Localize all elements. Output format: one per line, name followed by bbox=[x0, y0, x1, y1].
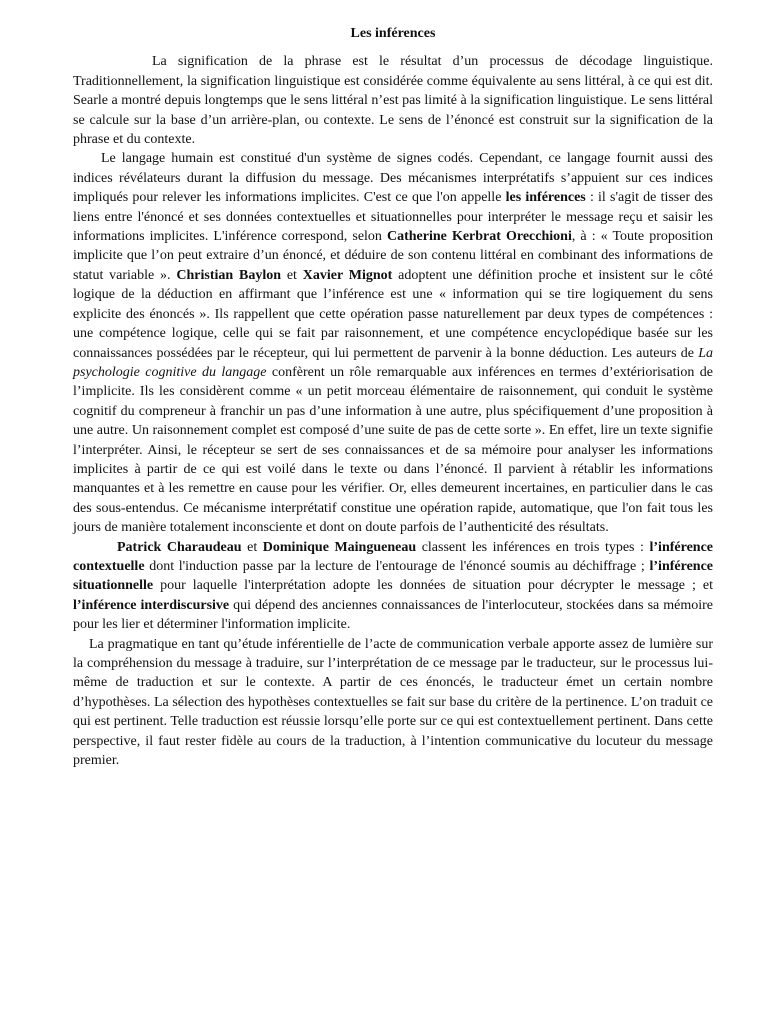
paragraph-3 bbox=[73, 538, 713, 635]
term-les-inferences: les inférences bbox=[505, 190, 586, 206]
paragraph-3-text-2: classent les inférences en trois types : bbox=[416, 539, 650, 555]
author-baylon: Christian Baylon bbox=[176, 267, 282, 283]
paragraph-2-text-6: confèrent un rôle remarquable aux inférences en termes d’extériorisation de l’implicite. Ils les considèrent comme « un petit morceau élémentaire de raisonnement, qui conduit le système cognitif du compreneur à franchir un pas d’une information à une autre, plus spécifiquement d’une proposition à une autre. Un raisonnement complet est composé d’une suite de pas de cette sorte ». En effet, lire un texte signifie l’interpréter. Ainsi, le récepteur se sert de ses connaissances et de sa mémoire pour analyser les informations implicites à partir de ce qui est voilé dans le texte ou dans l’énoncé. Il parvient à rétablir les informations manquantes et à les remettre en cause pour les vérifier. Or, elles demeurent incertaines, en particulier dans le cas des sous-entendus. Ce mécanisme interprétatif constitue une opération rapide, automatique, que l'on fait tous les jours de manière totalement inconsciente et dont on doute parfois de l’authenticité des résultats. bbox=[73, 364, 713, 536]
paragraph-2-text-5: adoptent une définition proche et insistent sur le côté logique de la déduction en affirmant que l’inférence est une « information qui se tire logiquement du sens explicite des énoncés ». Ils rappellent que cette opération passe naturellement par deux types de compétences : une compétence logique, celle qui se fait par raisonnement, et une compétence encyclopédique basée sur les connaissances possédées par le récepteur, qui lui permettent de parvenir à la bonne déduction. Les auteurs de bbox=[73, 267, 713, 361]
paragraph-3-text-5: qui dépend des anciennes connaissances de l'interlocuteur, stockées dans sa mémoire pour les lier et déterminer l'information implicite. bbox=[73, 597, 714, 633]
term-inference-situationnelle: l’inférence situationnelle bbox=[73, 558, 713, 594]
paragraph-3-text-1: et bbox=[241, 539, 263, 555]
document-title: Les inférences bbox=[350, 26, 436, 41]
paragraph-2-text-1: Le langage humain est constitué d'un système de signes codés. Cependant, ce langage fournit aussi des indices révélateurs durant la diffusion du message. Des mécanismes interprétatifs s’appuient sur ces indices impliqués pour relever les informations implicites. C'est ce que l'on appelle bbox=[73, 151, 713, 206]
author-kerbrat-orecchioni: Catherine Kerbrat Orecchioni bbox=[387, 229, 572, 245]
term-inference-interdiscursive: l’inférence interdiscursive bbox=[73, 597, 230, 613]
author-maingueneau: Dominique Maingueneau bbox=[262, 539, 417, 555]
paragraph-4: La pragmatique en tant qu’étude inférentielle de l’acte de communication verbale apporte assez de lumière sur la compréhension du message à traduire, sur l’interprétation de ce message par le traducteur, sur le processus lui-même de traduction et sur le contexte. A partir de ces énoncés, le traducteur émet un certain nombre d’hypothèses. La sélection des hypothèses contextuelles se fait sur base du critère de la pertinence. L’on traduit ce qui est pertinent. Telle traduction est réussie lorsqu’elle porte sur ce qui est contextuellement pertinent. Dans cette perspective, il faut rester fidèle au cours de la traduction, à l’intention communicative du locuteur du message premier. bbox=[73, 636, 713, 769]
term-inference-contextuelle: l’inférence contextuelle bbox=[73, 539, 713, 574]
paragraph-2-text-4: et bbox=[281, 267, 303, 283]
author-charaudeau: Patrick Charaudeau bbox=[117, 539, 242, 555]
paragraph-3-text-4: pour laquelle l'interprétation adopte les données de situation pour décrypter le message ; et bbox=[153, 578, 713, 594]
paragraph-1: La signification de la phrase est le résultat d’un processus de décodage linguistique. Traditionnellement, la signification linguistique est considérée comme équivalente au sens littéral, à ce qui est dit. Searle a montré depuis longtemps que le sens littéral n’est pas limité à la signification linguistique. Le sens littéral se calcule sur la base d’un arrière-plan, ou contexte. Le sens de l’énoncé est construit sur la signification de la phrase et du contexte. bbox=[73, 54, 713, 148]
paragraph-2-text-2: : il s'agit de tisser des liens entre l'énoncé et ses données contextuelles et situationnelles pour interpréter le message reçu et saisir les informations implicites. L'inférence correspond, selon bbox=[73, 190, 713, 245]
author-mignot: Xavier Mignot bbox=[302, 267, 393, 283]
paragraph-2 bbox=[73, 149, 713, 537]
book-title: La psychologie cognitive du langage bbox=[73, 345, 713, 380]
paragraph-3-text-3: dont l'induction passe par la lecture de l'entourage de l'énoncé soumis au déchiffrage ; bbox=[144, 558, 650, 574]
paragraph-2-text-3: , à : « Toute proposition implicite que l’on peut extraire d’un énoncé, et déduire de son contenu littéral en combinant des informations de statut variable ». bbox=[73, 229, 713, 283]
